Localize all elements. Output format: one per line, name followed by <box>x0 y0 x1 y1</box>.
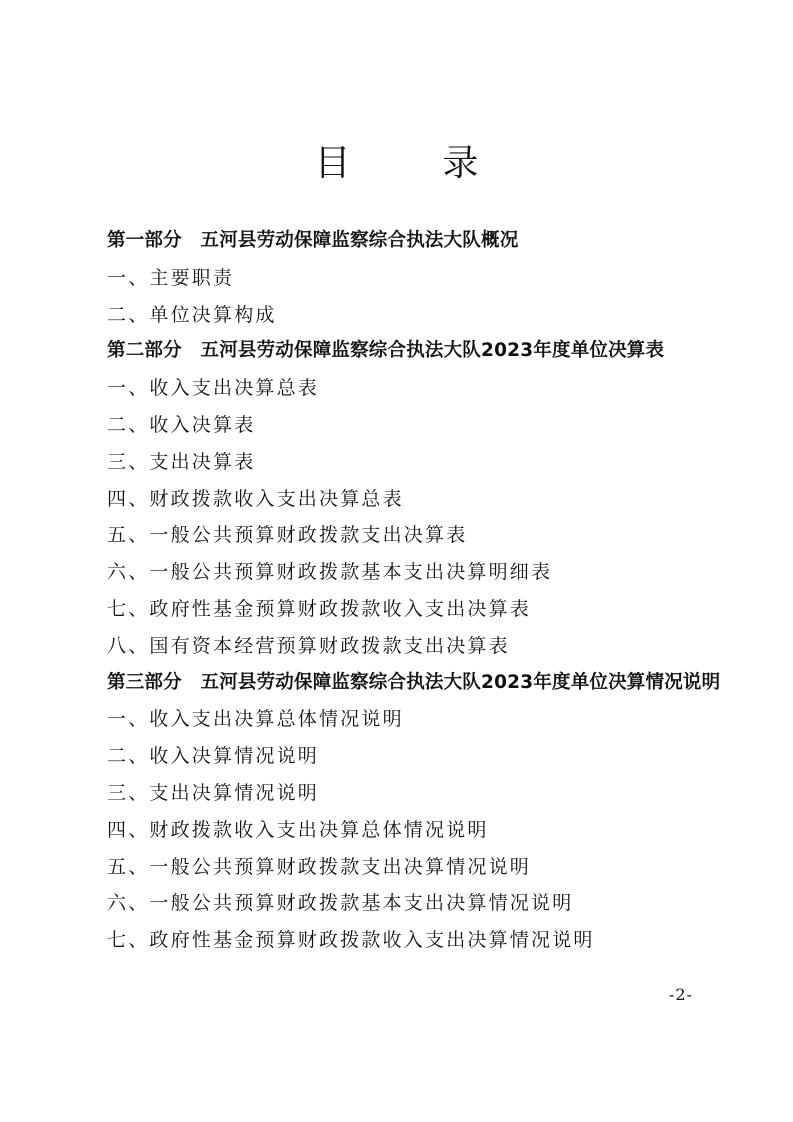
toc-part2-item[interactable]: 三、支出决算表 <box>107 450 256 473</box>
toc-part3-item[interactable]: 四、财政拨款收入支出决算总体情况说明 <box>107 818 489 841</box>
toc-part3-item[interactable]: 三、支出决算情况说明 <box>107 781 320 804</box>
page-title: 目 录 <box>314 143 507 184</box>
toc-part3-item[interactable]: 二、收入决算情况说明 <box>107 745 320 768</box>
toc-part1-item[interactable]: 一、主要职责 <box>107 266 235 289</box>
toc-part2-item[interactable]: 一、收入支出决算总表 <box>107 377 320 400</box>
table-of-contents <box>107 223 747 959</box>
toc-part3-heading[interactable]: 第三部分 五河县劳动保障监察综合执法大队2023年度单位决算情况说明 <box>107 671 721 693</box>
toc-part3-item[interactable]: 一、收入支出决算总体情况说明 <box>107 708 404 731</box>
toc-part2-item[interactable]: 四、财政拨款收入支出决算总表 <box>107 487 404 510</box>
toc-part2-item[interactable]: 七、政府性基金预算财政拨款收入支出决算表 <box>107 597 532 620</box>
toc-part3-item[interactable]: 七、政府性基金预算财政拨款收入支出决算情况说明 <box>107 929 595 952</box>
toc-part3-item[interactable]: 六、一般公共预算财政拨款基本支出决算情况说明 <box>107 892 574 915</box>
toc-part1-heading[interactable]: 第一部分 五河县劳动保障监察综合执法大队概况 <box>107 230 519 251</box>
toc-part3-item[interactable]: 五、一般公共预算财政拨款支出决算情况说明 <box>107 855 532 878</box>
toc-part1-item[interactable]: 二、单位决算构成 <box>107 303 277 326</box>
toc-part2-heading[interactable]: 第二部分 五河县劳动保障监察综合执法大队2023年度单位决算表 <box>107 340 665 362</box>
toc-part2-item[interactable]: 八、国有资本经营预算财政拨款支出决算表 <box>107 634 510 657</box>
page-number: -2- <box>669 985 693 1004</box>
toc-part2-item[interactable]: 五、一般公共预算财政拨款支出决算表 <box>107 524 468 547</box>
toc-part2-item[interactable]: 六、一般公共预算财政拨款基本支出决算明细表 <box>107 561 553 584</box>
toc-part2-item[interactable]: 二、收入决算表 <box>107 413 256 436</box>
